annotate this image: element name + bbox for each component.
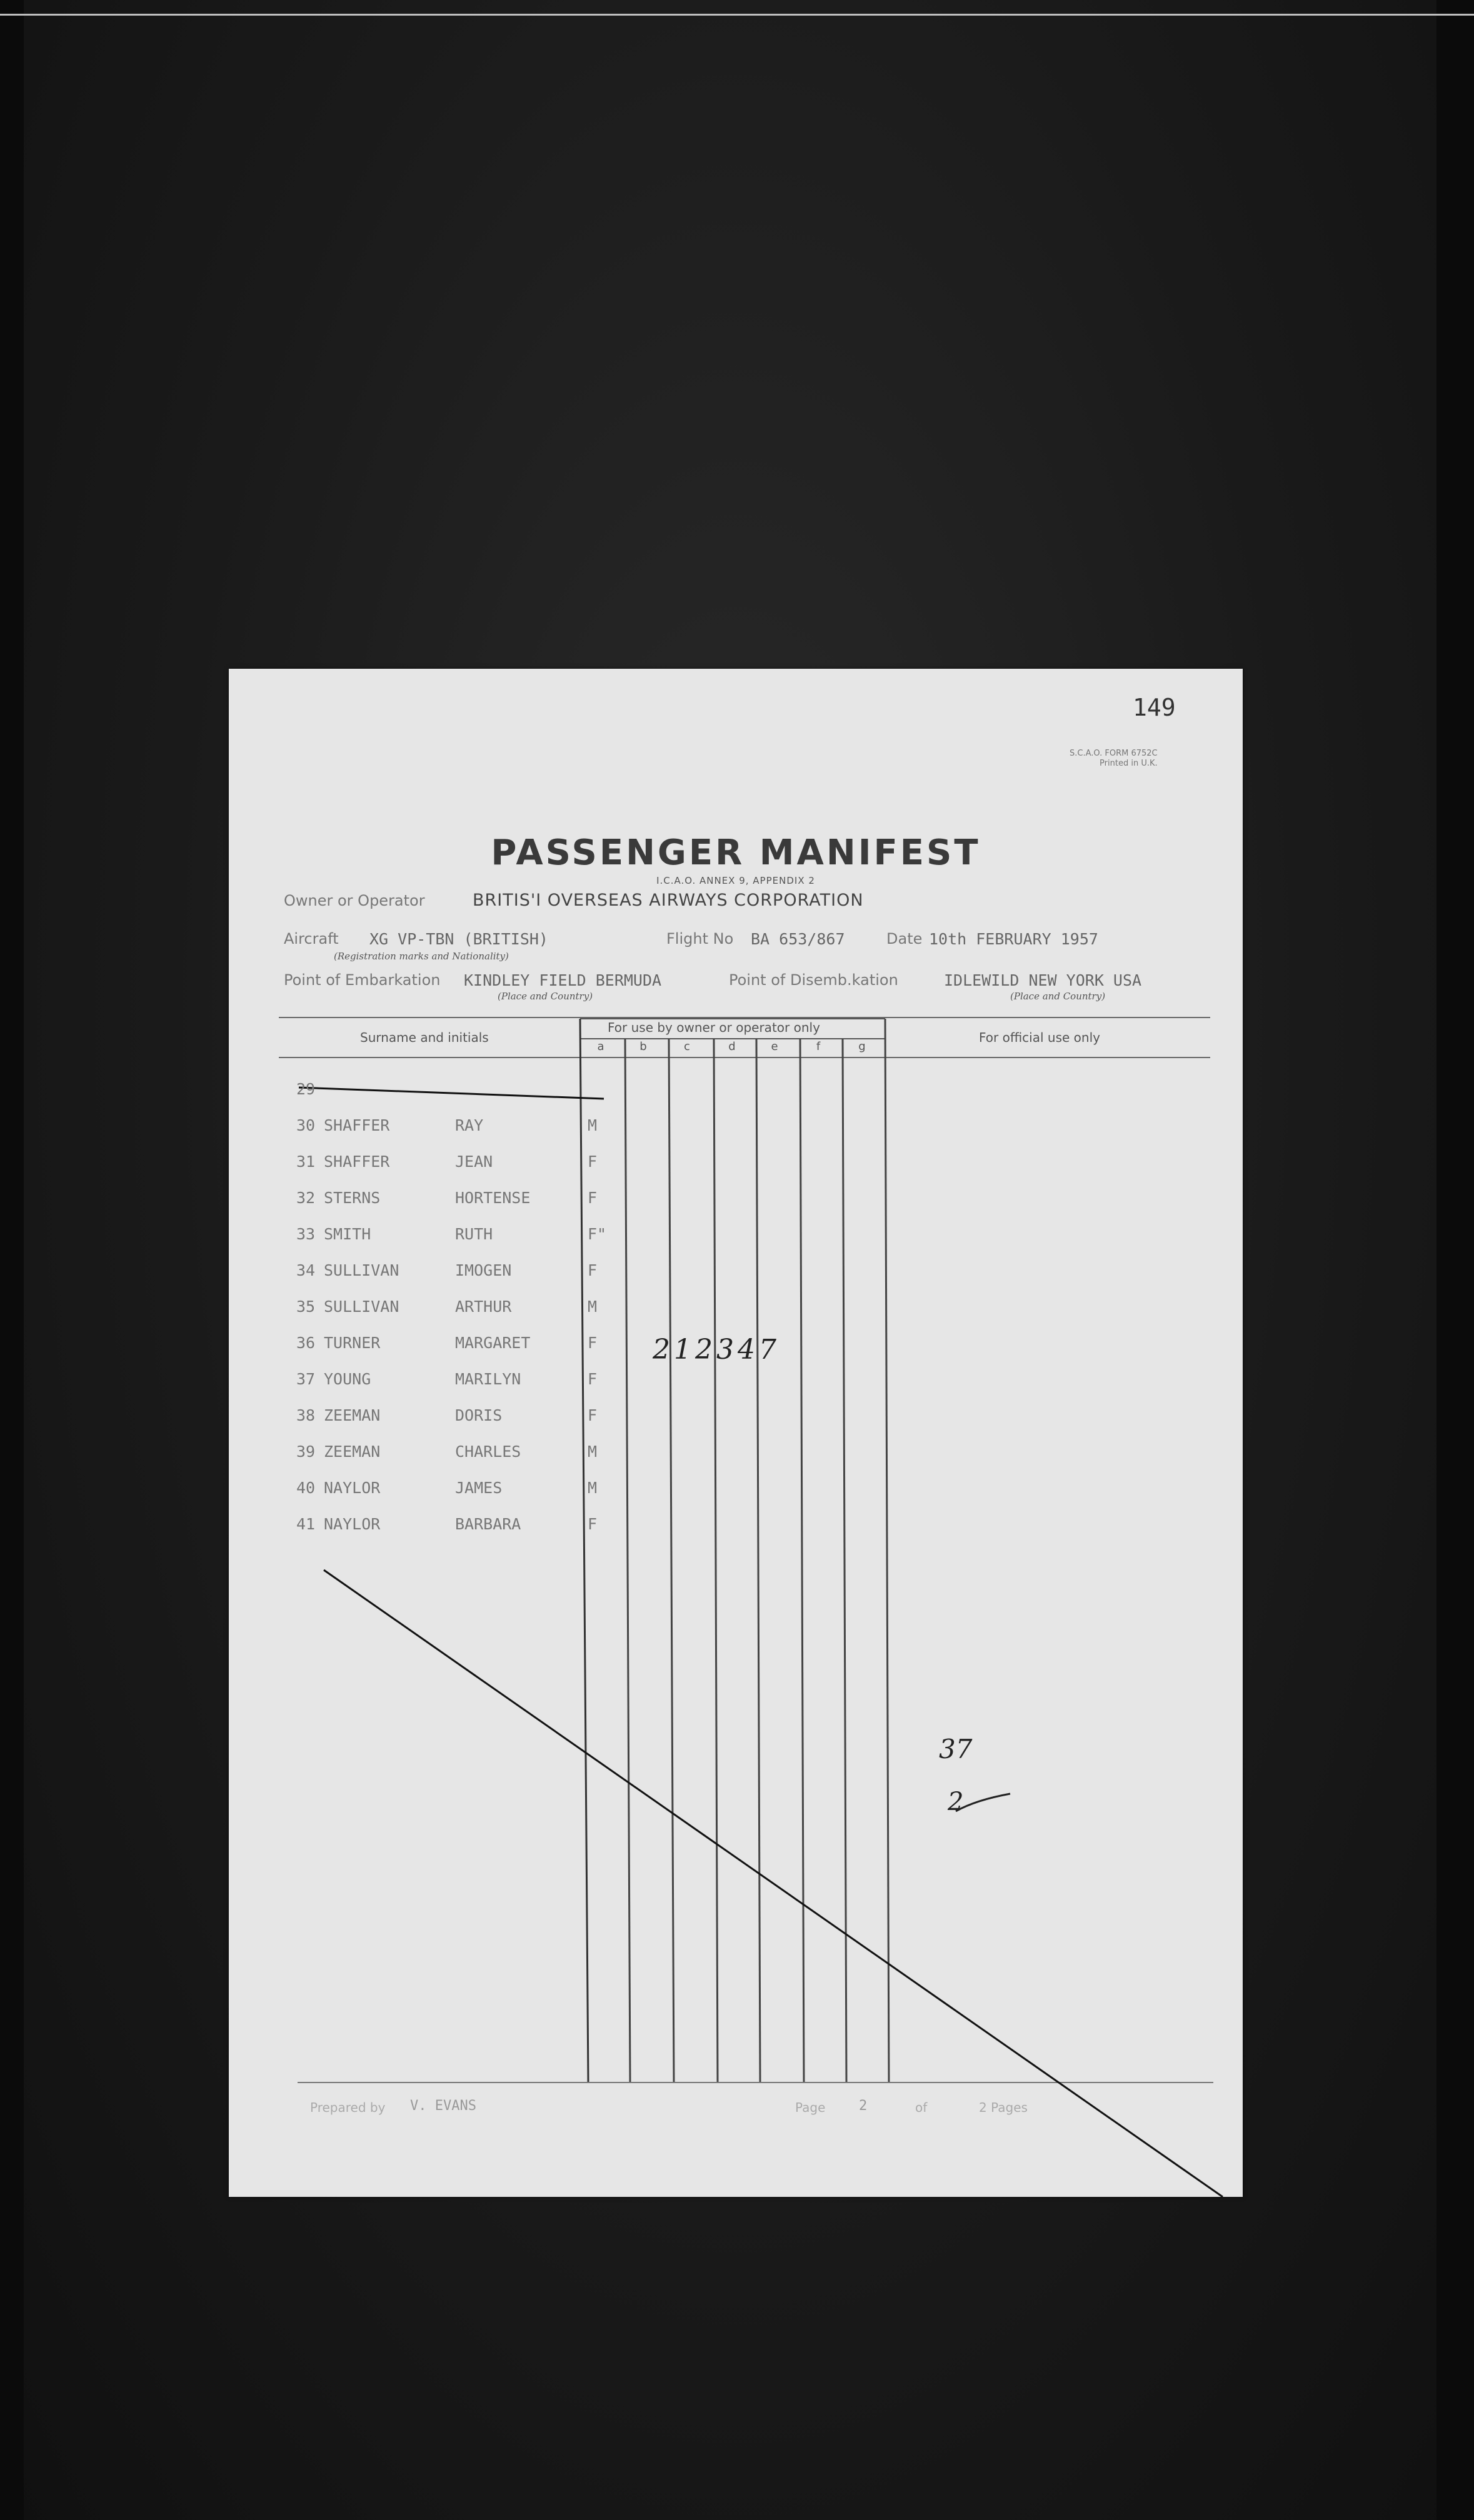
passenger-sex: F [588,1406,598,1424]
document-subtitle: I.C.A.O. ANNEX 9, APPENDIX 2 [656,875,815,886]
passenger-sex: M [588,1442,598,1461]
aircraft-value: XG VP-TBN (BRITISH) [369,930,548,948]
passenger-surname: SHAFFER [324,1116,390,1134]
passenger-sex: F [588,1515,598,1533]
passenger-surname: SULLIVAN [324,1261,399,1279]
surname-header: Surname and initials [360,1030,489,1045]
prepared-by-label: Prepared by [310,2100,386,2115]
passenger-given-name: DORIS [455,1406,503,1424]
owner-label: Owner or Operator [284,892,425,909]
passenger-row-number: 38 [296,1406,316,1424]
date-label: Date [886,930,923,948]
column-letter-g: g [858,1040,866,1053]
passenger-row-number: 39 [296,1442,316,1461]
passenger-row-number: 32 [296,1189,316,1207]
owner-use-header: For use by owner or operator only [608,1020,820,1035]
passenger-row-number: 34 [296,1261,316,1279]
passenger-surname: NAYLOR [324,1515,381,1533]
passenger-surname: SULLIVAN [324,1298,399,1316]
flight-label: Flight No [666,930,734,948]
passenger-sex: M [588,1298,598,1316]
passenger-sex: F [588,1152,598,1171]
passenger-surname: SMITH [324,1225,371,1243]
passenger-row-number: 33 [296,1225,316,1243]
prepared-by-value: V. EVANS [410,2098,476,2114]
passenger-row-number: 36 [296,1334,316,1352]
passenger-row-number: 41 [296,1515,316,1533]
passenger-row-number: 35 [296,1298,316,1316]
passenger-sex: F" [588,1225,607,1243]
passenger-given-name: ARTHUR [455,1298,512,1316]
passenger-row-number: 37 [296,1370,316,1388]
embarkation-value: KINDLEY FIELD BERMUDA [464,971,662,989]
official-use-header: For official use only [979,1030,1100,1045]
handwritten-code: 212347 [653,1334,780,1366]
passenger-surname: SHAFFER [324,1152,390,1171]
passenger-surname: ZEEMAN [324,1442,381,1461]
manifest-sheet [229,669,1243,2197]
passenger-given-name: MARGARET [455,1334,531,1352]
document-title: PASSENGER MANIFEST [491,832,981,873]
page-number: 149 [1133,694,1176,721]
form-rules [229,669,1243,2197]
passenger-surname: STERNS [324,1189,381,1207]
passenger-given-name: CHARLES [455,1442,521,1461]
passenger-sex: F [588,1189,598,1207]
column-letter-c: c [684,1040,690,1053]
handwritten-mark: 2 [948,1788,964,1816]
embarkation-label: Point of Embarkation [284,971,441,989]
passenger-row-number: 40 [296,1479,316,1497]
disembarkation-value: IDLEWILD NEW YORK USA [944,971,1142,989]
scan-right-edge [1436,0,1474,2520]
passenger-given-name: RUTH [455,1225,493,1243]
struck-row-number: 29 [296,1080,316,1098]
owner-value: BRITIS'I OVERSEAS AIRWAYS CORPORATION [473,891,864,910]
passenger-row-number: 31 [296,1152,316,1171]
passenger-surname: TURNER [324,1334,381,1352]
page-label: Page [795,2100,826,2115]
passenger-surname: YOUNG [324,1370,371,1388]
passenger-given-name: MARILYN [455,1370,521,1388]
scan-left-edge [0,0,24,2520]
passenger-sex: M [588,1479,598,1497]
column-letter-f: f [816,1040,821,1053]
passenger-given-name: HORTENSE [455,1189,531,1207]
passenger-given-name: BARBARA [455,1515,521,1533]
of-label: of [915,2100,928,2115]
disembarkation-note: (Place and Country) [1010,991,1106,1002]
passenger-given-name: JEAN [455,1152,493,1171]
passenger-given-name: RAY [455,1116,484,1134]
aircraft-label: Aircraft [284,930,339,948]
passenger-sex: F [588,1261,598,1279]
passenger-given-name: IMOGEN [455,1261,512,1279]
total-pages-value: 2 Pages [979,2100,1028,2115]
scan-top-line [0,14,1474,16]
column-letter-a: a [597,1040,604,1053]
column-letter-d: d [728,1040,736,1053]
form-code-line-1: S.C.A.O. FORM 6752C [1070,749,1158,758]
passenger-surname: ZEEMAN [324,1406,381,1424]
passenger-sex: F [588,1370,598,1388]
form-code-line-2: Printed in U.K. [1100,759,1158,768]
date-value: 10th FEBRUARY 1957 [929,930,1098,948]
handwritten-count: 37 [939,1734,973,1764]
column-letter-e: e [771,1040,778,1053]
embarkation-note: (Place and Country) [498,991,593,1002]
page-value: 2 [859,2098,868,2114]
column-letter-b: b [639,1040,647,1053]
disembarkation-label: Point of Disemb.kation [729,971,898,989]
passenger-surname: NAYLOR [324,1479,381,1497]
aircraft-note: (Registration marks and Nationality) [334,951,509,962]
flight-value: BA 653/867 [751,930,845,948]
passenger-sex: F [588,1334,598,1352]
passenger-row-number: 30 [296,1116,316,1134]
passenger-given-name: JAMES [455,1479,503,1497]
passenger-sex: M [588,1116,598,1134]
